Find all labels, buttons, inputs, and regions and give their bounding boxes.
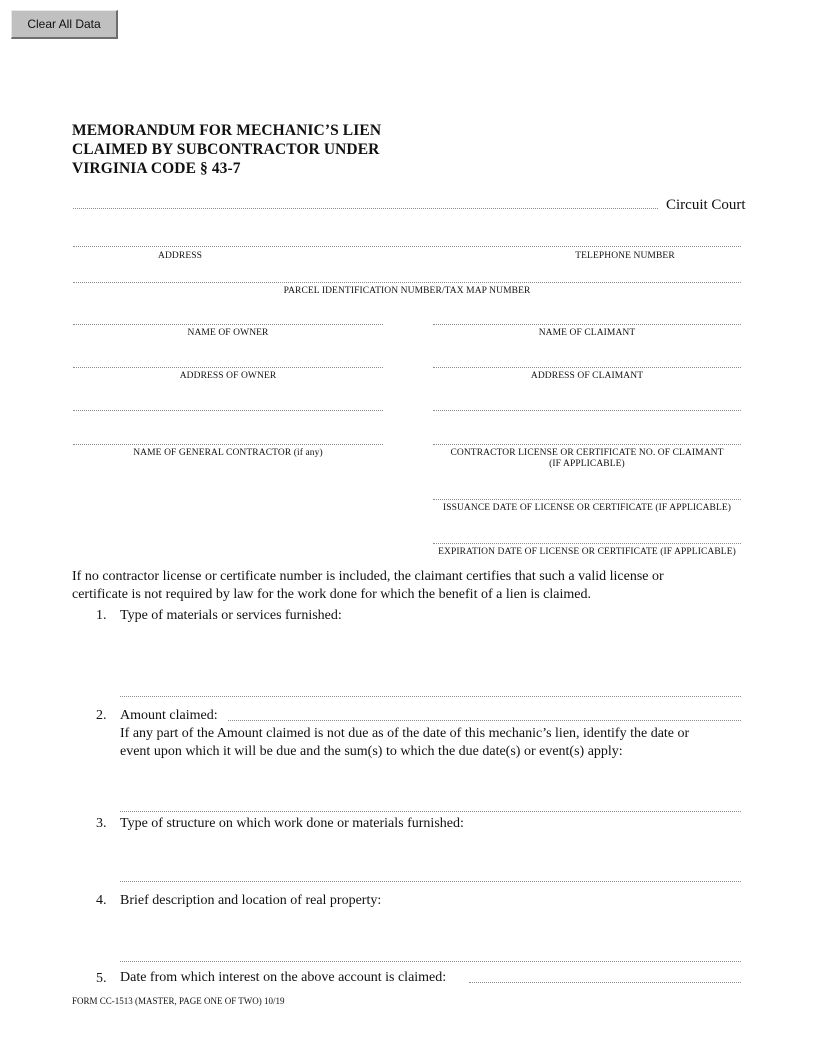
title-line-2: CLAIMED BY SUBCONTRACTOR UNDER: [72, 141, 380, 158]
amount-claimed-field[interactable]: [228, 720, 741, 721]
item-3-label: Type of structure on which work done or materials furnished:: [120, 816, 464, 831]
item-1-number: 1.: [96, 608, 107, 623]
claimant-address-field[interactable]: [433, 367, 741, 368]
issuance-date-field[interactable]: [433, 499, 741, 500]
owner-address-field[interactable]: [73, 367, 383, 368]
clear-all-data-button[interactable]: Clear All Data: [11, 10, 118, 39]
title-line-3: VIRGINIA CODE § 43-7: [72, 160, 241, 177]
item-4-label: Brief description and location of real property:: [120, 893, 382, 908]
general-contractor-label: NAME OF GENERAL CONTRACTOR (if any): [133, 448, 323, 458]
owner-name-label: NAME OF OWNER: [187, 328, 269, 338]
claimant-address-line-2-field[interactable]: [433, 410, 741, 411]
item-2-note-line-1: If any part of the Amount claimed is not due as of the date of this mechanic’s lien, identify the date or: [120, 726, 690, 741]
item-2-note-line-2: event upon which it will be due and the sum(s) to which the due date(s) or event(s) apply:: [120, 744, 623, 759]
item-3-field[interactable]: [120, 881, 741, 882]
item-1-field[interactable]: [120, 696, 741, 697]
circuit-court-suffix: Circuit Court: [666, 197, 746, 213]
expiration-date-label: EXPIRATION DATE OF LICENSE OR CERTIFICATE (IF APPLICABLE): [438, 547, 736, 557]
item-3-number: 3.: [96, 816, 107, 831]
form-title: [72, 121, 381, 178]
parcel-label: PARCEL IDENTIFICATION NUMBER/TAX MAP NUMBER: [283, 286, 531, 296]
form-footer: FORM CC-1513 (MASTER, PAGE ONE OF TWO) 10/19: [72, 996, 285, 1006]
issuance-date-label: ISSUANCE DATE OF LICENSE OR CERTIFICATE (IF APPLICABLE): [442, 503, 732, 513]
item-4-number: 4.: [96, 893, 107, 908]
license-label-line-1: CONTRACTOR LICENSE OR CERTIFICATE NO. OF CLAIMANT: [450, 448, 724, 458]
item-2-label: Amount claimed:: [120, 708, 218, 723]
title-line-1: MEMORANDUM FOR MECHANIC’S LIEN: [72, 122, 382, 139]
address-label: ADDRESS: [158, 251, 202, 261]
expiration-date-field[interactable]: [433, 543, 741, 544]
address-telephone-field[interactable]: [73, 246, 741, 247]
item-2-due-date-field[interactable]: [120, 811, 741, 812]
item-1-label: Type of materials or services furnished:: [120, 608, 342, 623]
interest-date-field[interactable]: [469, 982, 741, 983]
item-5-label: Date from which interest on the above account is claimed:: [120, 970, 447, 985]
claimant-name-field[interactable]: [433, 324, 741, 325]
owner-address-label: ADDRESS OF OWNER: [179, 371, 277, 381]
certification-line-1: If no contractor license or certificate number is included, the claimant certifies that such a valid license or: [72, 569, 664, 584]
parcel-field[interactable]: [73, 282, 741, 283]
item-2-note: [120, 725, 745, 761]
license-label-line-2: (IF APPLICABLE): [549, 459, 625, 469]
license-number-label: [433, 448, 741, 470]
item-2-number: 2.: [96, 708, 107, 723]
claimant-name-label: NAME OF CLAIMANT: [538, 328, 636, 338]
certification-line-2: certificate is not required by law for the work done for which the benefit of a lien is claimed.: [72, 587, 591, 602]
item-5-number: 5.: [96, 971, 107, 986]
claimant-address-label: ADDRESS OF CLAIMANT: [530, 371, 644, 381]
license-number-field[interactable]: [433, 444, 741, 445]
general-contractor-field[interactable]: [73, 444, 383, 445]
telephone-label: TELEPHONE NUMBER: [575, 251, 675, 261]
item-4-field[interactable]: [120, 961, 741, 962]
circuit-court-field[interactable]: [73, 208, 658, 209]
owner-name-field[interactable]: [73, 324, 383, 325]
certification-text: [72, 568, 752, 604]
owner-address-line-2-field[interactable]: [73, 410, 383, 411]
